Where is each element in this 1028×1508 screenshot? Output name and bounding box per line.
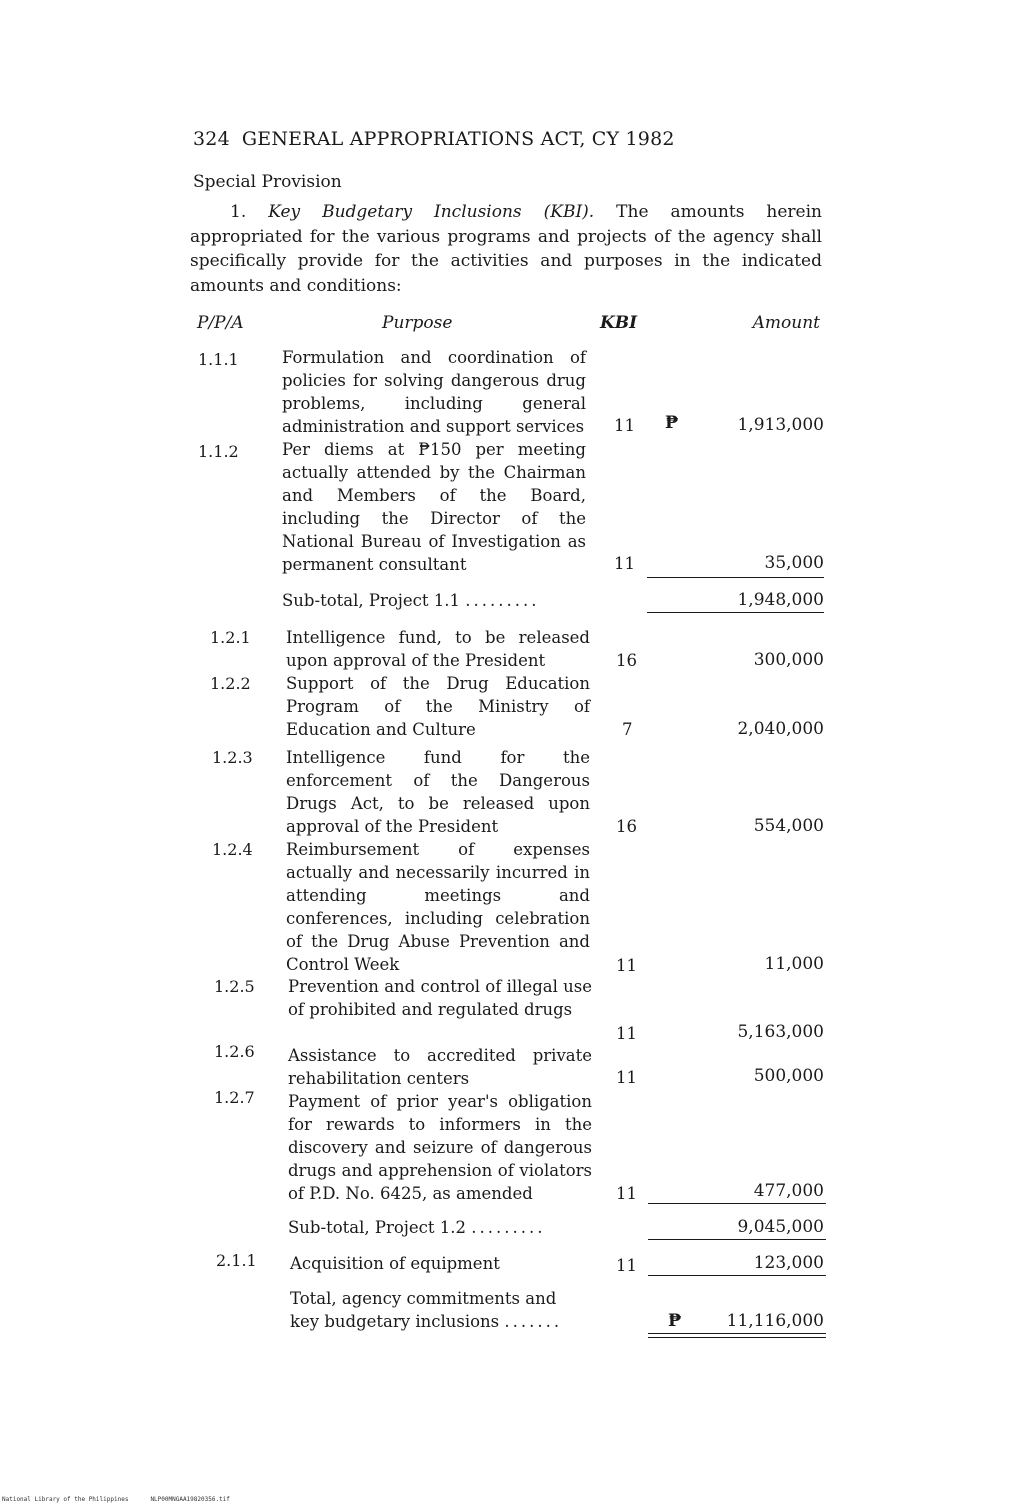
row-ppa: 1.2.4 [212,840,253,859]
subtotal-label: Sub-total, Project 1.2 ......... [288,1218,546,1237]
row-purpose: Payment of prior year's obligation for rewards to informers in the discovery and seizure of dangerous drugs and apprehension of violators of P.D. No. 6425, as amended [288,1092,592,1203]
row-ppa: 1.2.5 [214,977,255,996]
row-purpose: Assistance to accredited private rehabilitation centers [288,1046,592,1088]
amount-underline [648,1275,826,1276]
column-header-purpose: Purpose [382,313,453,333]
amount-underline [647,577,824,578]
row-purpose: Intelligence fund for the enforcement of the Dangerous Drugs Act, to be released upon approval of the President [286,748,590,836]
row-purpose: Per diems at ₱150 per meeting actually attended by the Chairman and Members of the Board, including the Director of the National Bureau of Investigation as permanent consultant [282,440,586,574]
row-kbi: 16 [616,651,637,670]
row-purpose: Support of the Drug Education Program of the Ministry of Education and Culture [286,674,590,739]
row-amount: 500,000 [753,1066,824,1086]
row-purpose: Intelligence fund, to be released upon approval of the President [286,628,590,670]
row-ppa: 1.2.1 [210,628,251,647]
amount-underline [648,1239,826,1240]
row-kbi: 11 [616,1256,637,1275]
amount-underline [647,612,824,613]
row-amount: 554,000 [753,816,824,836]
row-kbi: 16 [616,817,637,836]
section-title: Special Provision [193,172,342,192]
row-amount: 477,000 [753,1181,824,1201]
column-header-ppa: P/P/A [197,313,244,333]
row-kbi: 11 [616,1184,637,1203]
row-purpose: Reimbursement of expenses actually and necessarily incurred in attending meetings and conferences, including celebration of the Drug Abuse Prevention and Control Week [286,840,590,974]
row-amount: 300,000 [753,650,824,670]
row-ppa: 2.1.1 [216,1251,257,1270]
row-kbi: 11 [614,416,635,435]
row-purpose: Acquisition of equipment [290,1254,500,1273]
total-label: Total, agency commitments and key budgetary inclusions ....... [290,1289,563,1331]
row-amount: 2,040,000 [737,719,824,739]
row-amount: 35,000 [764,553,824,573]
subtotal-amount: 9,045,000 [737,1217,824,1237]
footer-file: NLP00MNGAA19820356.tif [150,1496,230,1503]
total-amount: 11,116,000 [726,1311,824,1331]
row-kbi: 7 [622,720,633,739]
page-title: GENERAL APPROPRIATIONS ACT, CY 1982 [241,128,675,150]
row-amount: 123,000 [753,1253,824,1273]
row-ppa: 1.1.1 [198,350,239,369]
row-ppa: 1.2.2 [210,674,251,693]
subtotal-label: Sub-total, Project 1.1 ......... [282,591,540,610]
row-ppa: 1.2.7 [214,1088,255,1107]
column-header-amount: Amount [752,313,820,333]
peso-sign: ₱ [665,413,679,433]
row-ppa: 1.2.3 [212,748,253,767]
amount-underline [648,1203,826,1204]
peso-sign: ₱ [668,1311,682,1331]
provision-text: The amounts herein appropriated for the various programs and projects of the agency shall specifically provide for the activities and purposes in the indicated amounts and conditions: [190,202,822,296]
row-amount: 5,163,000 [737,1022,824,1042]
kbi-term: Key Budgetary Inclusions (KBI). [268,202,595,222]
row-purpose: Formulation and coordination of policies for solving dangerous drug problems, including general administration and support services [282,348,586,436]
row-kbi: 11 [616,1068,637,1087]
row-kbi: 11 [616,956,637,975]
row-ppa: 1.2.6 [214,1042,255,1061]
row-ppa: 1.1.2 [198,442,239,461]
scan-footer [2,1496,230,1503]
page-number: 324 [193,128,230,150]
provision-number: 1. [230,202,247,222]
row-kbi: 11 [614,554,635,573]
row-amount: 11,000 [764,954,824,974]
row-kbi: 11 [616,1024,637,1043]
column-header-kbi: KBI [600,313,638,333]
total-double-underline [648,1333,826,1338]
subtotal-amount: 1,948,000 [737,590,824,610]
row-purpose: Prevention and control of illegal use of prohibited and regulated drugs [288,977,592,1019]
row-amount: 1,913,000 [737,415,824,435]
footer-library: National Library of the Philippines [2,1496,129,1503]
